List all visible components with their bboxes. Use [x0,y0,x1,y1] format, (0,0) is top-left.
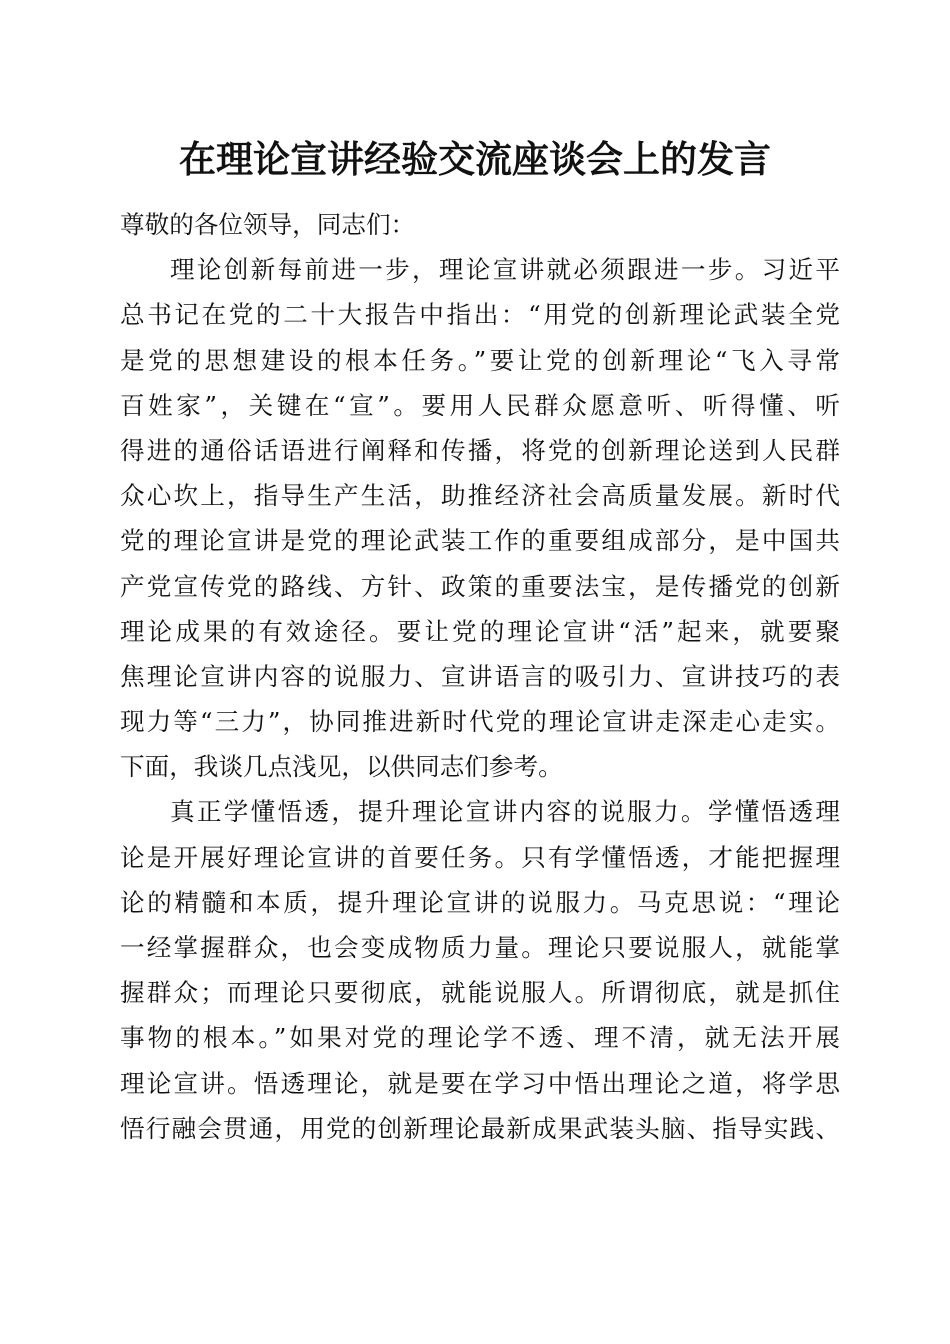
paragraph-line: 悟行融会贯通，用党的创新理论最新成果武装头脑、指导实践、 [120,1113,840,1143]
paragraph-line: 下面，我谈几点浅见，以供同志们参考。 [120,752,563,782]
paragraph-line: 事物的根本。”如果对党的理论学不透、理不清，就无法开展 [120,1023,840,1053]
paragraph-line: 握群众；而理论只要彻底，就能说服人。所谓彻底，就是抓住 [120,978,840,1008]
paragraph-line: 现力等“三力”，协同推进新时代党的理论宣讲走深走心走实。 [120,707,840,737]
paragraph-line: 理论宣讲。悟透理论，就是要在学习中悟出理论之道，将学思 [120,1068,840,1098]
paragraph-line: 众心坎上，指导生产生活，助推经济社会高质量发展。新时代 [120,481,840,511]
paragraph-line: 是党的思想建设的根本任务。”要让党的创新理论“飞入寻常 [120,345,840,375]
paragraph-line: 党的理论宣讲是党的理论武装工作的重要组成部分，是中国共 [120,526,840,556]
paragraph-line: 论是开展好理论宣讲的首要任务。只有学懂悟透，才能把握理 [120,842,840,872]
paragraph-line: 论的精髓和本质，提升理论宣讲的说服力。马克思说：“理论 [120,887,840,917]
paragraph-line: 理论创新每前进一步，理论宣讲就必须跟进一步。习近平 [170,255,840,285]
paragraph-line: 真正学懂悟透，提升理论宣讲内容的说服力。学懂悟透理 [170,797,840,827]
paragraph-line: 百姓家”，关键在“宣”。要用人民群众愿意听、听得懂、听 [120,390,840,420]
salutation: 尊敬的各位领导，同志们： [120,210,416,239]
paragraph-1 [120,247,840,789]
document-body [120,202,840,1151]
paragraph-line: 焦理论宣讲内容的说服力、宣讲语言的吸引力、宣讲技巧的表 [120,661,840,691]
paragraph-line: 产党宣传党的路线、方针、政策的重要法宝，是传播党的创新 [120,571,840,601]
paragraph-line: 一经掌握群众，也会变成物质力量。理论只要说服人，就能掌 [120,933,840,962]
document-title: 在理论宣讲经验交流座谈会上的发言 [179,137,771,181]
paragraph-line: 得进的通俗话语进行阐释和传播，将党的创新理论送到人民群 [120,435,840,465]
paragraph-line: 理论成果的有效途径。要让党的理论宣讲“活”起来，就要聚 [120,616,840,646]
paragraph-2 [120,789,840,1151]
paragraph-line: 总书记在党的二十大报告中指出：“用党的创新理论武装全党 [120,300,840,330]
